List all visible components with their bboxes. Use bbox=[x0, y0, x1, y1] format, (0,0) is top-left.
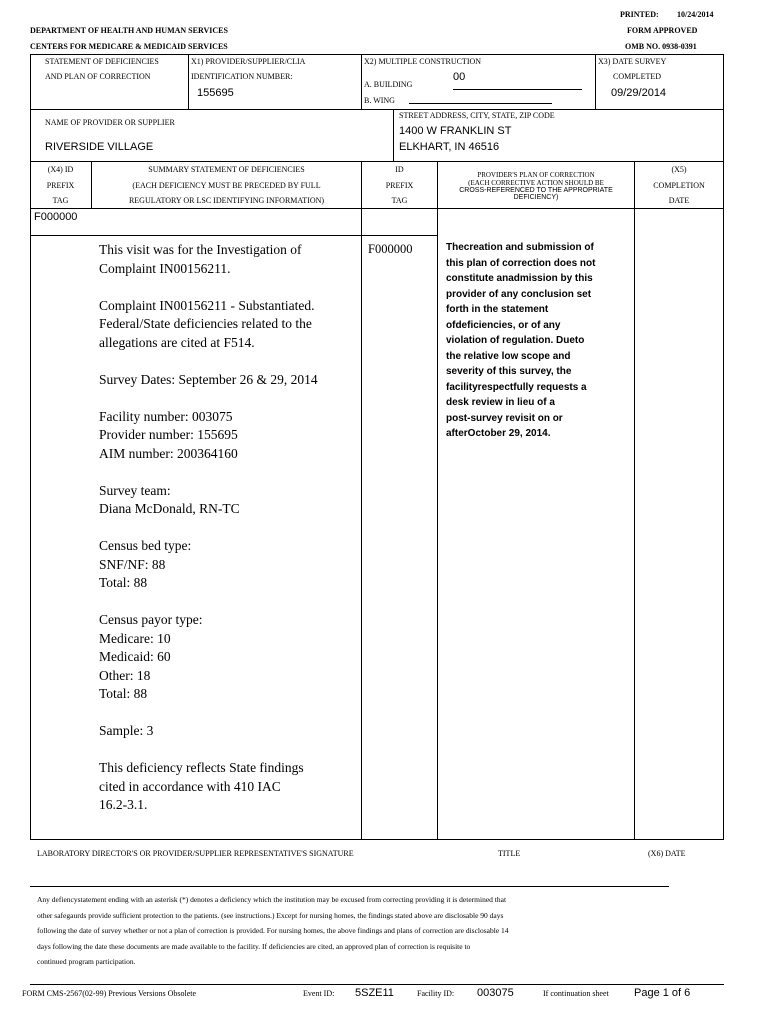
right-tag: F000000 bbox=[368, 242, 413, 256]
summary-line: Complaint IN00156211. bbox=[99, 260, 231, 276]
provider-name-value: RIVERSIDE VILLAGE bbox=[45, 141, 154, 153]
x2-label: X2) MULTIPLE CONSTRUCTION bbox=[364, 57, 482, 66]
summary-line: 16.2-3.1. bbox=[99, 797, 148, 812]
x3-label-1: X3) DATE SURVEY bbox=[598, 57, 667, 66]
summary-line: cited in accordance with 410 IAC bbox=[99, 778, 281, 794]
summary-line: Facility number: 003075 bbox=[99, 408, 233, 424]
printed-label: PRINTED: bbox=[620, 10, 659, 19]
cms-title: CENTERS FOR MEDICARE & MEDICAID SERVICES bbox=[30, 42, 228, 51]
summary-line bbox=[99, 593, 361, 612]
printed-date: 10/24/2014 bbox=[677, 10, 714, 19]
summary-line: Medicaid: 60 bbox=[99, 649, 171, 664]
x5-header-1: (X5) bbox=[671, 165, 687, 174]
summary-line bbox=[99, 741, 361, 760]
building-value: 00 bbox=[453, 71, 466, 83]
poc-header-4: DEFICIENCY) bbox=[513, 194, 559, 201]
summary-line: Other: 18 bbox=[99, 667, 151, 683]
summary-line bbox=[99, 463, 361, 482]
summary-line: Sample: 3 bbox=[99, 723, 154, 738]
address-label: STREET ADDRESS, CITY, STATE, ZIP CODE bbox=[399, 111, 555, 120]
summary-line bbox=[99, 278, 361, 297]
poc-header-3: CROSS-REFERENCED TO THE APPROPRIATE bbox=[459, 187, 613, 194]
x5-header-2: COMPLETION bbox=[653, 181, 705, 190]
x5-header-3: DATE bbox=[668, 196, 690, 205]
id-header-3: TAG bbox=[391, 196, 408, 205]
summary-line: Census payor type: bbox=[99, 612, 203, 627]
provider-name-label: NAME OF PROVIDER OR SUPPLIER bbox=[45, 118, 175, 127]
plan-line: provider of any conclusion set bbox=[446, 288, 592, 300]
x4-header-1: (X4) ID bbox=[47, 165, 74, 174]
id-header-1: ID bbox=[395, 165, 404, 174]
dept-title: DEPARTMENT OF HEALTH AND HUMAN SERVICES bbox=[30, 26, 228, 35]
footnote-line: other safegaurds provide sufficient protection to the patients. (see instructions.) Except for nursing homes, the findings stated above are disclosable 90 days bbox=[37, 910, 504, 920]
footnote-line: Any defiencystatement ending with an asterisk (*) denotes a deficiency which the institution may be excused from correcting providing it is determined that bbox=[37, 895, 507, 904]
x6-date-label: (X6) DATE bbox=[648, 849, 686, 858]
x4-header-2: PREFIX bbox=[46, 181, 75, 190]
summary-header-3: REGULATORY OR LSC IDENTIFYING INFORMATION) bbox=[128, 196, 325, 205]
summary-line: AIM number: 200364160 bbox=[99, 445, 238, 461]
summary-header-1: SUMMARY STATEMENT OF DEFICIENCIES bbox=[148, 165, 305, 174]
x1-label-2: IDENTIFICATION NUMBER: bbox=[191, 72, 293, 81]
footnote-line: following the date of survey whether or not a plan of correction is provided. For nursing homes, the above findings and plans of correction are disclosable 14 bbox=[37, 926, 509, 935]
plan-line: Thecreation and submission of bbox=[446, 242, 594, 253]
plan-line: afterOctober 29, 2014. bbox=[446, 428, 551, 439]
provider-id-value: 155695 bbox=[197, 87, 234, 99]
plan-of-correction bbox=[446, 240, 632, 442]
x3-label-2: COMPLETED bbox=[613, 72, 661, 81]
summary-line bbox=[99, 389, 361, 408]
id-header-2: PREFIX bbox=[385, 181, 414, 190]
summary-line: Provider number: 155695 bbox=[99, 427, 238, 442]
summary-line bbox=[99, 352, 361, 371]
facility-id-value: 003075 bbox=[477, 987, 514, 999]
plan-line: desk review in lieu of a bbox=[446, 397, 555, 408]
poc-header-1: PROVIDER'S PLAN OF CORRECTION bbox=[477, 171, 595, 179]
form-number: FORM CMS-2567(02-99) Previous Versions Obsolete bbox=[22, 989, 197, 998]
event-id-value: 5SZE11 bbox=[355, 987, 394, 999]
summary-header-2: (EACH DEFICIENCY MUST BE PRECEDED BY FULL bbox=[132, 181, 321, 190]
continuation-label: If continuation sheet bbox=[543, 989, 609, 998]
summary-line: Diana McDonald, RN-TC bbox=[99, 501, 240, 516]
address-city: ELKHART, IN 46516 bbox=[399, 141, 500, 153]
summary-line: Total: 88 bbox=[99, 575, 148, 590]
summary-line: This deficiency reflects State findings bbox=[99, 760, 304, 775]
omb-number: OMB NO. 0938-0391 bbox=[625, 42, 697, 51]
poc-header-2: (EACH CORRECTIVE ACTION SHOULD BE bbox=[468, 179, 604, 187]
plan-line: ofdeficiencies, or of any bbox=[446, 319, 561, 331]
left-tag: F000000 bbox=[34, 211, 78, 223]
summary-line: Census bed type: bbox=[99, 538, 192, 553]
summary-line: Survey team: bbox=[99, 482, 171, 498]
footnote-line: days following the date these documents are made available to the facility. If deficiencies are cited, an approved plan of correction is requisite to bbox=[37, 941, 471, 951]
date-completed-value: 09/29/2014 bbox=[611, 87, 667, 99]
summary-statement bbox=[99, 241, 361, 815]
summary-line: allegations are cited at F514. bbox=[99, 334, 255, 350]
plan-line: violation of regulation. Dueto bbox=[446, 335, 585, 346]
summary-line: Survey Dates: September 26 & 29, 2014 bbox=[99, 371, 318, 387]
footnote bbox=[37, 892, 677, 970]
stmt-label-1: STATEMENT OF DEFICIENCIES bbox=[45, 57, 159, 66]
address-street: 1400 W FRANKLIN ST bbox=[399, 125, 512, 137]
summary-line: Total: 88 bbox=[99, 686, 148, 701]
facility-id-label: Facility ID: bbox=[417, 989, 455, 998]
x4-header-3: TAG bbox=[52, 196, 69, 205]
summary-line: SNF/NF: 88 bbox=[99, 556, 166, 572]
summary-line bbox=[99, 704, 361, 723]
summary-line: Medicare: 10 bbox=[99, 630, 171, 646]
footnote-line: continued program participation. bbox=[37, 957, 136, 966]
plan-line: post-survey revisit on or bbox=[446, 412, 563, 424]
plan-line: forth in the statement bbox=[446, 304, 549, 315]
plan-line: this plan of correction does not bbox=[446, 257, 596, 269]
plan-line: the relative low scope and bbox=[446, 350, 571, 362]
event-id-label: Event ID: bbox=[303, 989, 335, 998]
plan-line: constitute anadmission by this bbox=[446, 273, 593, 284]
x1-label-1: X1) PROVIDER/SUPPLIER/CLIA bbox=[191, 57, 306, 66]
wing-label: B. WING bbox=[364, 96, 395, 105]
title-label: TITLE bbox=[498, 849, 521, 858]
summary-line: Federal/State deficiencies related to the bbox=[99, 316, 312, 331]
stmt-label-2: AND PLAN OF CORRECTION bbox=[45, 72, 151, 81]
signature-label: LABORATORY DIRECTOR'S OR PROVIDER/SUPPLIER REPRESENTATIVE'S SIGNATURE bbox=[37, 849, 354, 858]
form-approved: FORM APPROVED bbox=[627, 26, 698, 35]
building-label: A. BUILDING bbox=[364, 80, 413, 89]
summary-line: This visit was for the Investigation of bbox=[99, 242, 302, 257]
summary-line: Complaint IN00156211 - Substantiated. bbox=[99, 297, 315, 313]
plan-line: facilityrespectfully requests a bbox=[446, 381, 587, 393]
summary-line bbox=[99, 519, 361, 538]
page-number: Page 1 of 6 bbox=[634, 987, 691, 999]
plan-line: severity of this survey, the bbox=[446, 366, 572, 377]
